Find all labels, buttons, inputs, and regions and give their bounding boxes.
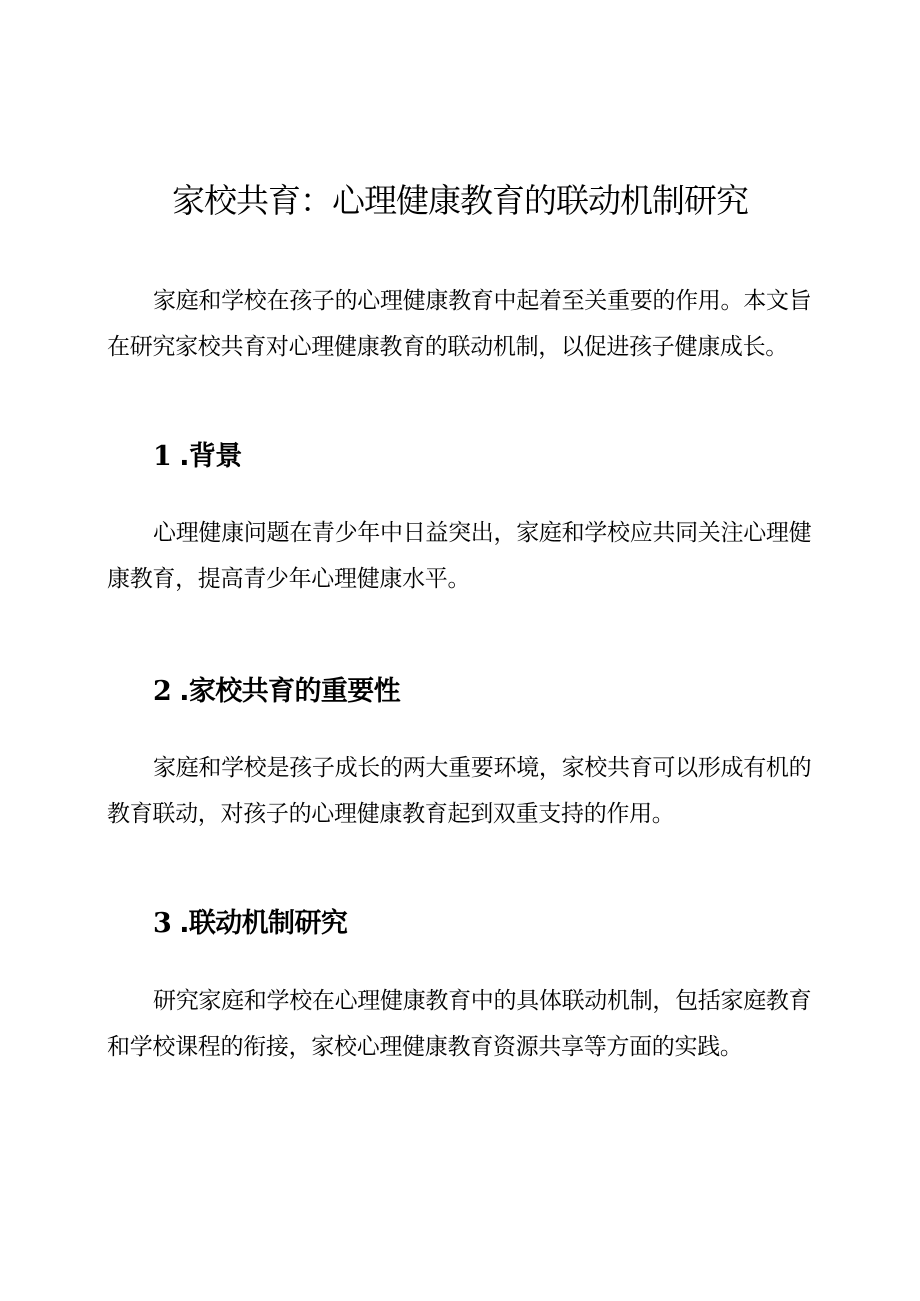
section-paragraph-3: 研究家庭和学校在心理健康教育中的具体联动机制，包括家庭教育和学校课程的衔接，家校心理健康教育资源共享等方面的实践。 bbox=[107, 988, 812, 1060]
section-paragraph-1: 心理健康问题在青少年中日益突出，家庭和学校应共同关注心理健康教育，提高青少年心理健康水平。 bbox=[107, 520, 812, 592]
section-heading-2 bbox=[153, 672, 853, 712]
section-heading-text-3: .联动机制研究 bbox=[179, 908, 348, 939]
section-number-2: 2 bbox=[153, 676, 172, 707]
section-number-3: 3 bbox=[153, 908, 172, 939]
section-heading-1 bbox=[153, 437, 853, 477]
section-paragraph-2: 家庭和学校是孩子成长的两大重要环境，家校共育可以形成有机的教育联动，对孩子的心理健康教育起到双重支持的作用。 bbox=[107, 755, 812, 827]
section-number-1: 1 bbox=[153, 441, 172, 472]
document-title: 家校共育：心理健康教育的联动机制研究 bbox=[172, 181, 748, 220]
section-heading-text-1: .背景 bbox=[179, 441, 242, 472]
section-heading-text-2: .家校共育的重要性 bbox=[179, 676, 401, 707]
section-heading-3 bbox=[153, 904, 853, 944]
intro-paragraph: 家庭和学校在孩子的心理健康教育中起着至关重要的作用。本文旨在研究家校共育对心理健康教育的联动机制，以促进孩子健康成长。 bbox=[107, 288, 812, 360]
